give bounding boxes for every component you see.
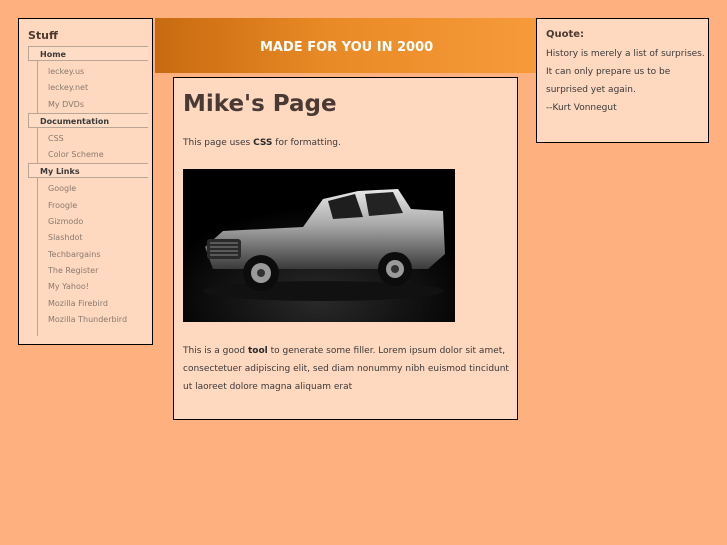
nav-link-color-scheme[interactable]: Color Scheme (48, 150, 104, 160)
nav-link-my-yahoo[interactable]: My Yahoo! (48, 282, 89, 292)
nav-link-css[interactable]: CSS (48, 133, 64, 143)
page-title: Mike's Page (183, 91, 337, 117)
quote-body (546, 45, 706, 117)
nav-link-slashdot[interactable]: Slashdot (48, 233, 83, 243)
nav-link-leckey-us[interactable]: leckey.us (48, 67, 85, 76)
nav-link-leckey-net[interactable]: leckey.net (48, 83, 89, 93)
nav-link-gizmodo[interactable]: Gizmodo (48, 217, 84, 227)
intro-css-keyword: CSS (253, 138, 273, 148)
quote-author: --Kurt Vonnegut (546, 103, 617, 113)
filler-tool-keyword: tool (247, 346, 268, 356)
intro-text-before: This page uses (183, 138, 254, 148)
filler-paragraph (183, 342, 513, 396)
nav-link-my-dvds[interactable]: My DVDs (48, 99, 84, 109)
quote-title: Quote: (546, 29, 585, 40)
filler-text-before: This is a good (183, 346, 248, 356)
nav-link-the-register[interactable]: The Register (48, 265, 99, 275)
nav-link-techbargains[interactable]: Techbargains (48, 249, 101, 259)
truck-photo (183, 169, 455, 322)
nav-section-home[interactable]: Home (28, 46, 148, 61)
quote-box (536, 18, 709, 143)
banner-text: MADE FOR YOU IN 2000 (260, 40, 434, 55)
quote-text: History is merely a list of surprises. It can only prepare us to be surprised yet again. (546, 49, 705, 95)
main-content (173, 77, 518, 420)
nav-link-mozilla-thunderbird[interactable]: Mozilla Thunderbird (48, 314, 128, 324)
nav-link-mozilla-firebird[interactable]: Mozilla Firebird (48, 298, 108, 308)
intro-text-after: for formatting. (272, 138, 341, 148)
sidebar-nav (28, 46, 148, 328)
sidebar-title: Stuff (28, 29, 58, 42)
header-banner (155, 18, 536, 73)
nav-link-google[interactable]: Google (48, 184, 77, 194)
nav-section-documentation[interactable]: Documentation (28, 113, 148, 128)
filler-text-after: to generate some filler. Lorem ipsum dolor sit amet, consectetuer adipiscing elit, sed diam nonummy nibh euismod tincidunt ut laoreet dolore magna aliquam erat (183, 346, 509, 392)
nav-section-my-links[interactable]: My Links (28, 163, 148, 178)
sidebar (18, 18, 153, 345)
nav-link-froogle[interactable]: Froogle (48, 200, 78, 210)
intro-paragraph (183, 138, 341, 148)
